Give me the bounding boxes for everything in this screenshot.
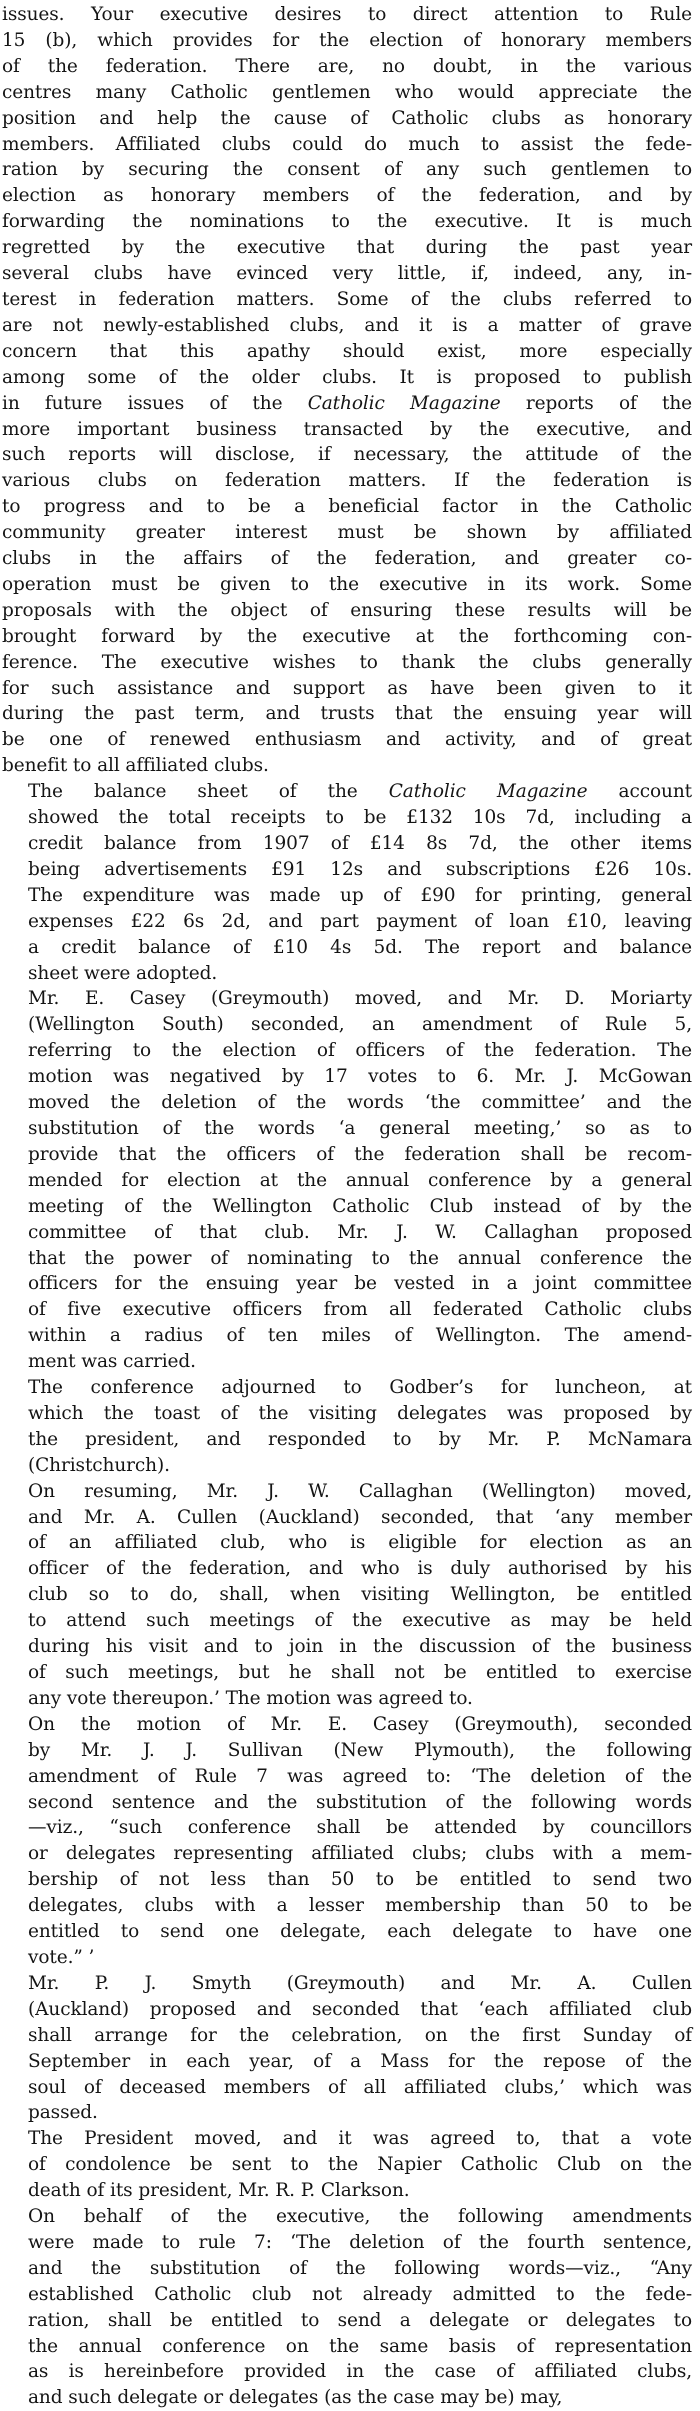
paragraph [2, 1971, 692, 2126]
text-line: mended for election at the annual conference by a general [28, 1169, 692, 1191]
text-line: or delegates representing affiliated clubs; clubs with a mem- [28, 1843, 692, 1865]
magazine-title: Catholic Magazine [307, 392, 501, 414]
text-line: and the substitution of the following words—viz., “Any [28, 2257, 692, 2279]
text-line: death of its president, Mr. R. P. Clarkson. [28, 2180, 410, 2202]
text-line: substitution of the words ‘a general meeting,’ so as to [28, 1117, 692, 1139]
text-line: the annual conference on the same basis of representation [28, 2335, 692, 2357]
text-line: during the past term, and trusts that the ensuing year will [2, 703, 692, 725]
text-line: and Mr. A. Cullen (Auckland) seconded, that ‘any member [28, 1506, 692, 1528]
paragraph [2, 2126, 692, 2204]
paragraph [2, 1479, 692, 1712]
text-line: ration by securing the consent of any such gentlemen to [2, 159, 692, 181]
text-line: ment was carried. [28, 1351, 196, 1373]
text-line: club so to do, shall, when visiting Wellington, be entitled [28, 1584, 692, 1606]
text-line: more important business transacted by the executive, and [2, 418, 692, 440]
text-line: in future issues of the Catholic Magazine reports of the [2, 392, 692, 414]
text-line: election as honorary members of the federation, and by [2, 185, 692, 207]
text-line: bership of not less than 50 to be entitled to send two [28, 1869, 692, 1891]
text-line: any vote thereupon.’ The motion was agreed to. [28, 1687, 473, 1709]
text-line: of an affiliated club, who is eligible for election as an [28, 1532, 692, 1554]
text-line: regretted by the executive that during the past year [2, 237, 692, 259]
text-line: benefit to all affiliated clubs. [2, 755, 269, 777]
text-line: The expenditure was made up of £90 for printing, general [28, 884, 692, 906]
text-line: On resuming, Mr. J. W. Callaghan (Wellington) moved, [28, 1480, 692, 1502]
text-line: September in each year, of a Mass for the repose of the [28, 2050, 692, 2072]
text-line: Mr. P. J. Smyth (Greymouth) and Mr. A. Cullen [28, 1972, 692, 1994]
text-line: centres many Catholic gentlemen who would appreciate the [2, 81, 692, 103]
text-line: of such meetings, but he shall not be entitled to exercise [28, 1662, 692, 1683]
paragraph [2, 1375, 692, 1479]
text-line: of condolence be sent to the Napier Catholic Club on the [28, 2154, 692, 2176]
text-line: position and help the cause of Catholic clubs as honorary [2, 107, 692, 129]
text-line: motion was negatived by 17 votes to 6. Mr. J. McGowan [28, 1066, 692, 1088]
text-line: expenses £22 6s 2d, and part payment of loan £10, leaving [28, 910, 692, 932]
paragraph [2, 986, 692, 1375]
text-line: were made to rule 7: ‘The deletion of the fourth sentence, [28, 2231, 692, 2253]
text-line: for such assistance and support as have been given to it [2, 677, 692, 699]
text-line: during his visit and to join in the discussion of the business [28, 1636, 692, 1658]
paragraph [2, 2204, 692, 2411]
text-line: being advertisements £91 12s and subscriptions £26 10s. [28, 858, 692, 880]
text-line: The conference adjourned to Godber’s for luncheon, at [28, 1377, 692, 1399]
text-line: The balance sheet of the Catholic Magazine account [28, 781, 693, 803]
text-line: within a radius of ten miles of Wellington. The amend- [28, 1325, 692, 1347]
text-line: and such delegate or delegates (as the case may be) may, [28, 2387, 563, 2409]
text-line: a credit balance of £10 4s 5d. The report and balance [28, 936, 692, 958]
text-line: soul of deceased members of all affiliated clubs,’ which was [28, 2076, 692, 2098]
text-line: various clubs on federation matters. If the federation is [2, 470, 692, 492]
text-line: by Mr. J. J. Sullivan (New Plymouth), the following [28, 1739, 692, 1761]
text-line: among some of the older clubs. It is proposed to publish [2, 366, 692, 388]
text-line: community greater interest must be shown by affiliated [2, 522, 692, 544]
text-line: established Catholic club not already admitted to the fede- [28, 2283, 692, 2305]
text-line: several clubs have evinced very little, if, indeed, any, in- [2, 263, 692, 285]
text-line: members. Affiliated clubs could do much to assist the fede- [2, 133, 692, 155]
text-line: delegates, clubs with a lesser membership than 50 to be [28, 1895, 692, 1917]
text-line: provide that the officers of the federation shall be recom- [28, 1143, 692, 1165]
text-line: On behalf of the executive, the following amendments [28, 2206, 692, 2228]
text-line: Mr. E. Casey (Greymouth) moved, and Mr. D. Moriarty [28, 988, 692, 1010]
text-line: officer of the federation, and who is duly authorised by his [28, 1558, 692, 1580]
magazine-title: Catholic Magazine [388, 781, 588, 803]
text-line: that the power of nominating to the annual conference the [28, 1247, 692, 1269]
text-line: 15 (b), which provides for the election of honorary members [2, 29, 692, 51]
paragraph [2, 1712, 692, 1971]
text-line: referring to the election of officers of the federation. The [28, 1040, 692, 1062]
text-line: forwarding the nominations to the executive. It is much [2, 211, 692, 233]
text-line: to progress and to be a beneficial factor in the Catholic [2, 496, 692, 518]
text-line: the president, and responded to by Mr. P. McNamara [28, 1428, 692, 1450]
text-line: (Christchurch). [28, 1454, 170, 1476]
text-line: meeting of the Wellington Catholic Club instead of by the [28, 1195, 692, 1217]
text-line: are not newly-established clubs, and it is a matter of grave [2, 314, 692, 336]
paragraph [2, 779, 692, 986]
text-line: which the toast of the visiting delegates was proposed by [28, 1402, 692, 1424]
text-line: of five executive officers from all federated Catholic clubs [28, 1299, 692, 1321]
text-line: be one of renewed enthusiasm and activity, and of great [2, 729, 692, 751]
paragraph [2, 2, 692, 779]
text-line: to attend such meetings of the executive as may be held [28, 1610, 692, 1632]
text-line: amendment of Rule 7 was agreed to: ‘The deletion of the [28, 1765, 692, 1787]
text-line: ference. The executive wishes to thank the clubs generally [2, 651, 692, 673]
text-line: terest in federation matters. Some of the clubs referred to [2, 288, 692, 310]
text-line: sheet were adopted. [28, 962, 218, 984]
text-line: —viz., “such conference shall be attended by councillors [28, 1817, 692, 1839]
text-line: On the motion of Mr. E. Casey (Greymouth), seconded [28, 1713, 692, 1735]
text-line: operation must be given to the executive in its work. Some [2, 573, 692, 595]
text-line: The President moved, and it was agreed to, that a vote [28, 2128, 692, 2150]
text-line: credit balance from 1907 of £14 8s 7d, the other items [28, 833, 692, 854]
text-line: committee of that club. Mr. J. W. Callaghan proposed [28, 1221, 692, 1243]
text-line: such reports will disclose, if necessary, the attitude of the [2, 444, 692, 466]
text-line: brought forward by the executive at the forthcoming con- [2, 625, 692, 647]
text-line: passed. [28, 2102, 98, 2124]
text-line: showed the total receipts to be £132 10s 7d, including a [28, 807, 692, 829]
text-line: ration, shall be entitled to send a delegate or delegates to [28, 2309, 692, 2331]
text-line: shall arrange for the celebration, on the first Sunday of [28, 2024, 692, 2046]
text-line: concern that this apathy should exist, more especially [2, 340, 692, 362]
text-line: (Auckland) proposed and seconded that ‘each affiliated club [28, 1998, 692, 2020]
text-line: of the federation. There are, no doubt, in the various [2, 55, 692, 77]
text-line: entitled to send one delegate, each delegate to have one [28, 1921, 692, 1943]
text-line: as is hereinbefore provided in the case of affiliated clubs, [28, 2361, 692, 2383]
text-line: (Wellington South) seconded, an amendment of Rule 5, [28, 1014, 692, 1036]
text-line: clubs in the affairs of the federation, and greater co- [2, 548, 692, 570]
article-body [2, 2, 692, 2411]
text-line: moved the deletion of the words ‘the committee’ and the [28, 1092, 692, 1114]
text-line: officers for the ensuing year be vested in a joint committee [28, 1273, 692, 1295]
text-line: vote.” ’ [28, 1946, 95, 1968]
text-line: proposals with the object of ensuring these results will be [2, 599, 692, 621]
text-line: issues. Your executive desires to direct attention to Rule [2, 4, 692, 25]
text-line: second sentence and the substitution of the following words [28, 1791, 692, 1813]
